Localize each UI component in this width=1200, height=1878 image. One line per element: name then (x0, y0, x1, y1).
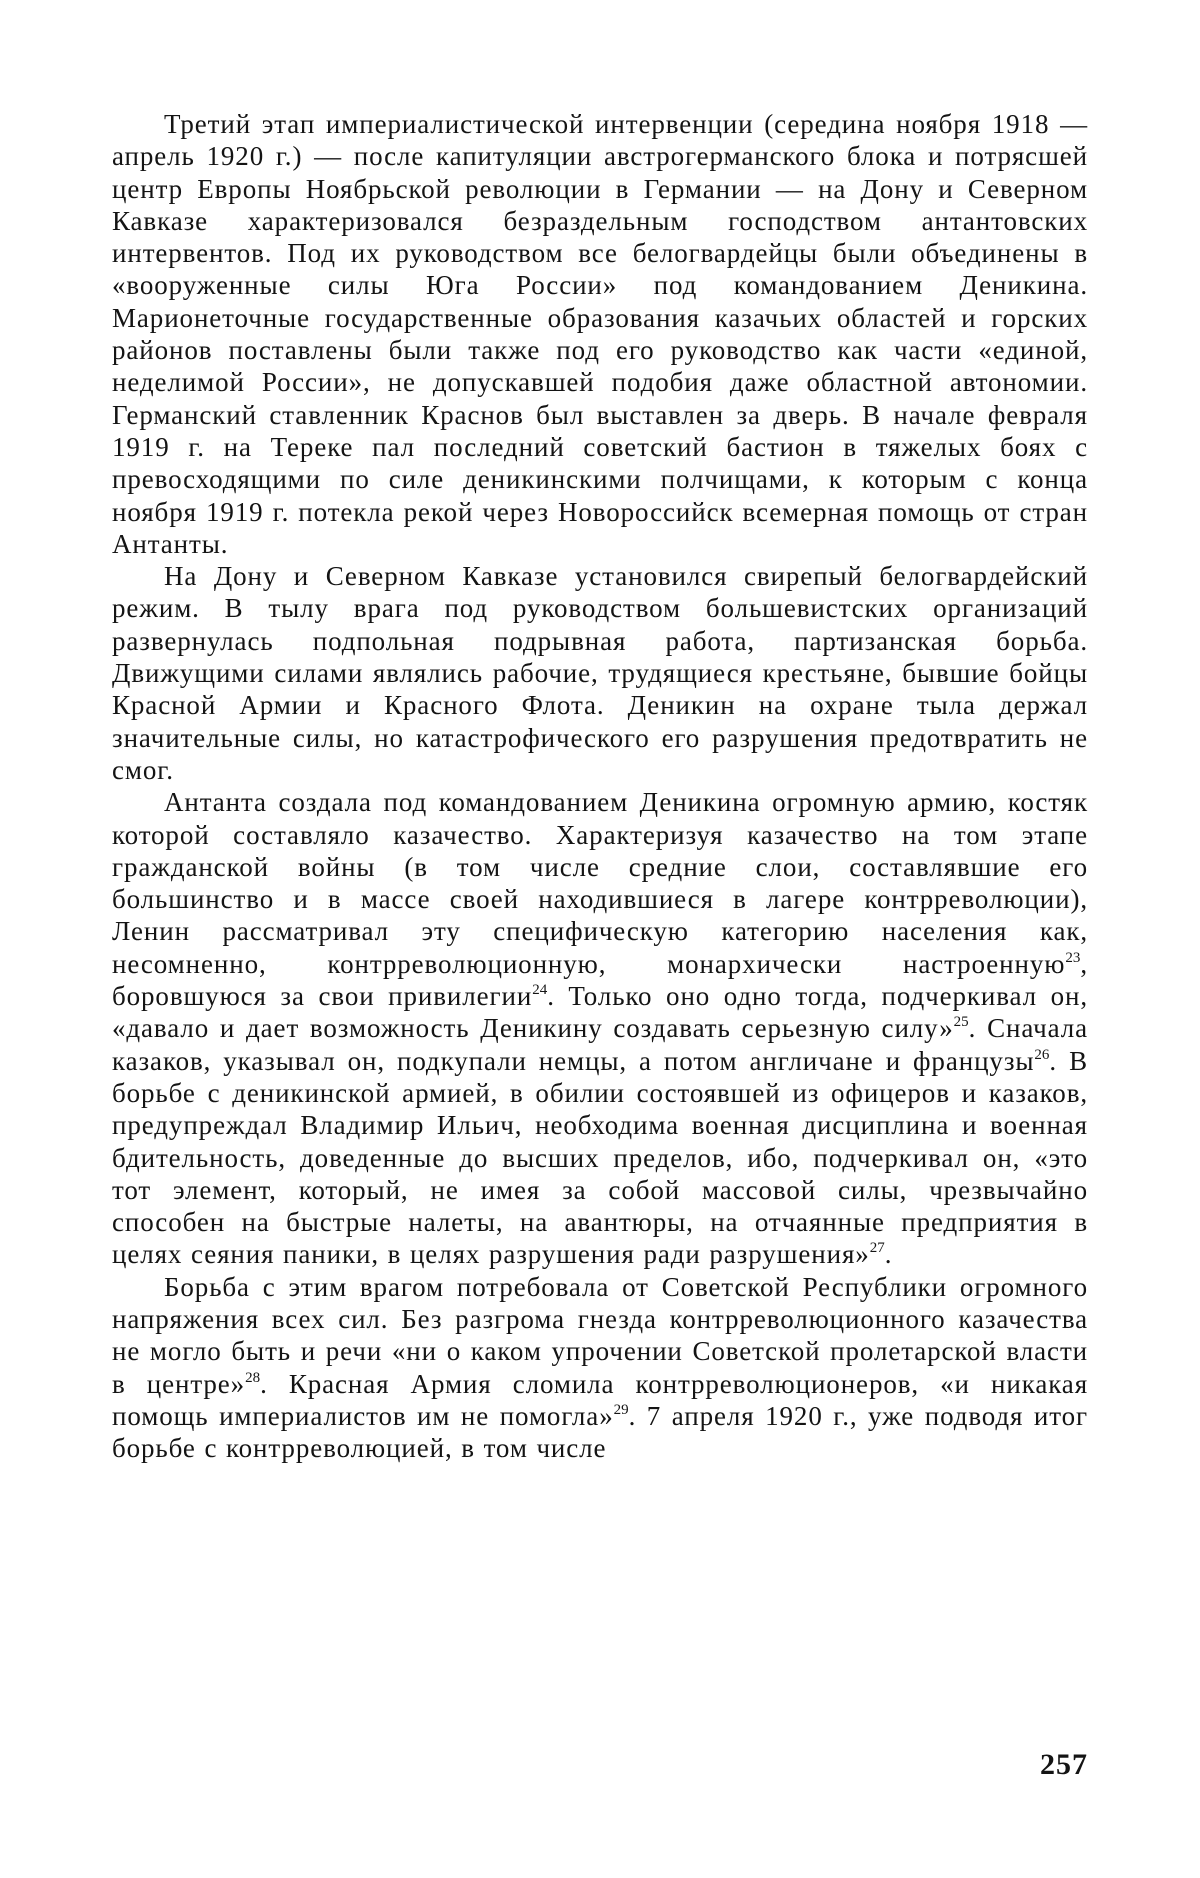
text-run: , боровшуюся за свои привилегии (112, 948, 1088, 1012)
footnote-ref: 27 (869, 1240, 885, 1257)
text-run: . Сначала казаков, указывал он, подкупали немцы, а потом англичане и французы (112, 1013, 1088, 1076)
book-page (112, 108, 1088, 1788)
text-run: . 7 апреля 1920 г., уже подводя итог борьбе с контрреволюцией, в том числе (112, 1400, 1088, 1464)
footnote-ref: 26 (1034, 1046, 1050, 1063)
text-run: Борьба с этим врагом потребовала от Советской Республики огромного напряжения всех сил. Без разгрома гнезда контрреволюционного казачества не могло быть и речи «ни о каком упрочении Советской пролетарской власти в центре» (112, 1271, 1088, 1399)
footnote-ref: 28 (245, 1369, 261, 1386)
text-run: . Красная Армия сломила контрреволюционеров, «и никакая помощь империалистов им не помогла» (112, 1368, 1089, 1431)
text-run: Антанта создала под командованием Деникина огромную армию, костяк которой составляло казачество. Характеризуя казачество на том этапе гражданской войны (в том числе средние слои, составлявшие его большинство и в массе своей находившиеся в лагере контрреволюции), Ленин рассматривал эту специфическую категорию населения как, несомненно, контрреволюционную, монархически настроенную (112, 787, 1088, 979)
paragraph-intervention (112, 108, 1088, 560)
paragraph-struggle (112, 1271, 1088, 1465)
page-number: 257 (1040, 1748, 1088, 1781)
text-run: . Только оно одно тогда, подчеркивал он, «давало и дает возможность Деникину создавать серьезную силу» (112, 981, 1089, 1044)
text-run: Третий этап империалистической интервенции (середина ноября 1918 — апрель 1920 г.) — после капитуляции австрогерманского блока и потрясшей центр Европы Ноябрьской революции в Германии — на Дону и Северном Кавказе характеризовался безраздельным господством антантовских интервентов. Под их руководством все белогвардейцы были объединены в «вооруженные силы Юга России» под командованием Деникина. Марионеточные государственные образования казачьих областей и горских районов поставлены были также под его руководство как части «единой, неделимой России», не допускавшей подобия даже областной автономии. Германский ставленник Краснов был выставлен за дверь. В начале февраля 1919 г. на Тереке пал последний советский бастион в тяжелых боях с превосходящими по силе деникинскими полчищами, к которым с конца ноября 1919 г. потекла рекой через Новороссийск всемерная помощь от стран Антанты. (112, 109, 1088, 559)
paragraph-entente-army (112, 786, 1088, 1270)
text-run: . В борьбе с деникинской армией, в обилии состоявшей из офицеров и казаков, предупреждал Владимир Ильич, необходима военная дисциплина и военная бдительность, доведенные до высших пределов, ибо, подчеркивал он, «это тот элемент, который, не имея за собой массовой силы, чрезвычайно способен на быстрые налеты, на авантюры, на отчаянные предприятия в целях сеяния паники, в целях разрушения ради разрушения» (112, 1045, 1088, 1270)
paragraph-white-regime (112, 560, 1088, 786)
footnote-ref: 25 (953, 1014, 969, 1031)
body-text (112, 108, 1088, 1464)
footnote-ref: 24 (532, 982, 548, 999)
footnote-ref: 23 (1065, 949, 1081, 966)
text-run: На Дону и Северном Кавказе установился свирепый белогвардейский режим. В тылу врага под руководством большевистских организаций развернулась подпольная подрывная работа, партизанская борьба. Движущими силами являлись рабочие, трудящиеся крестьяне, бывшие бойцы Красной Армии и Красного Флота. Деникин на охране тыла держал значительные силы, но катастрофического его разрушения предотвратить не смог. (112, 561, 1088, 785)
footnote-ref: 29 (613, 1401, 629, 1418)
text-run: . (884, 1239, 893, 1270)
